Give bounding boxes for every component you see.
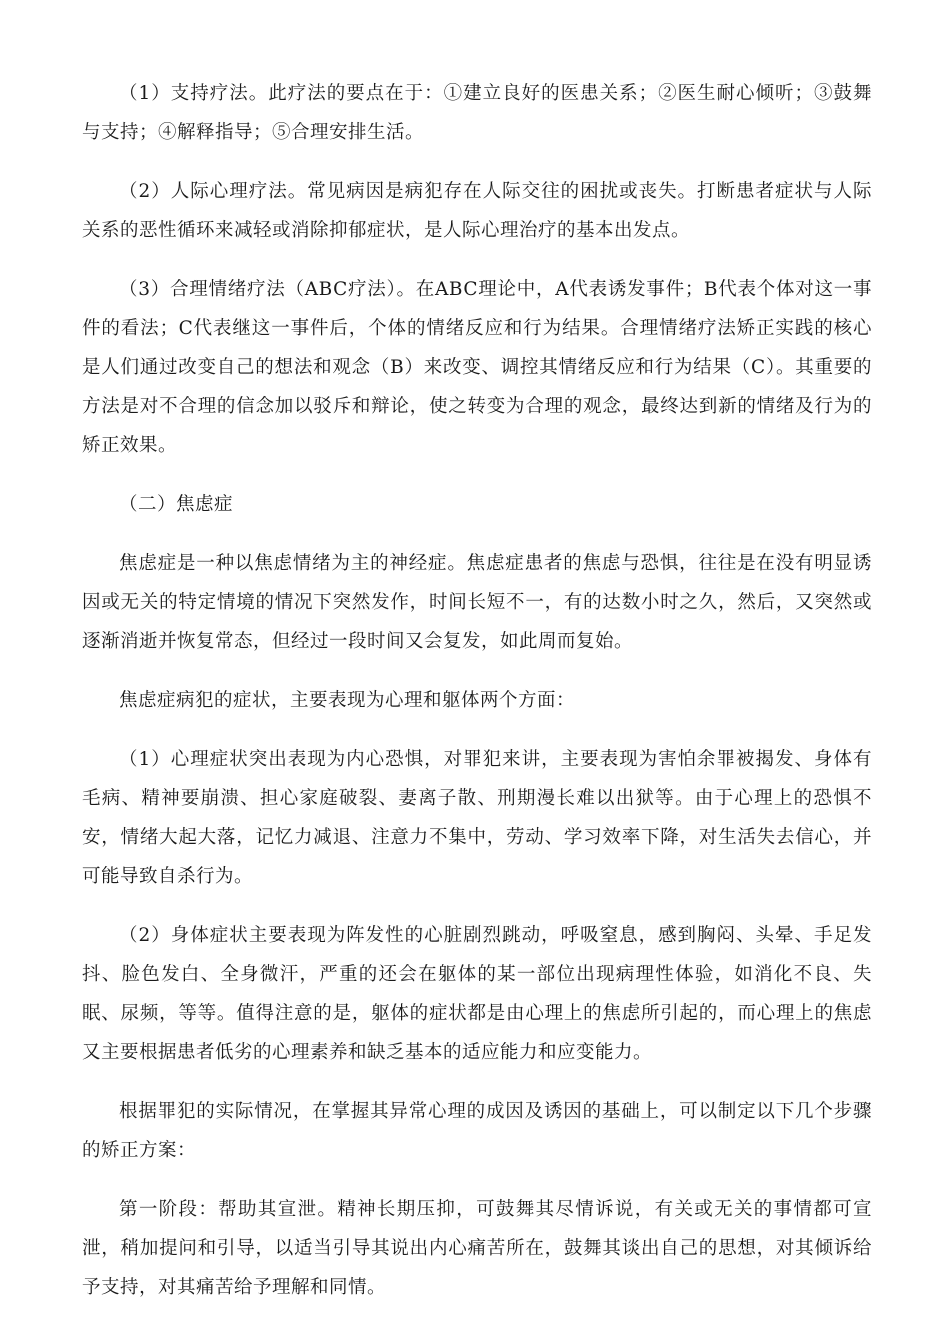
- paragraph-correction-plan-intro: 根据罪犯的实际情况，在掌握其异常心理的成因及诱因的基础上，可以制定以下几个步骤的矫正方案：: [82, 1101, 872, 1161]
- section-heading-anxiety: （二）焦虑症: [119, 494, 234, 515]
- paragraph-rational-emotive-therapy: （3）合理情绪疗法（ABC疗法）。在ABC理论中，A代表诱发事件；B代表个体对这一事件的看法；C代表继这一事件后，个体的情绪反应和行为结果。合理情绪疗法矫正实践的核心是人们通过改变自己的想法和观念（B）来改变、调控其情绪反应和行为结果（C）。其重要的方法是对不合理的信念加以驳斥和辩论，使之转变为合理的观念，最终达到新的情绪及行为的矫正效果。: [82, 279, 872, 456]
- paragraph-supportive-therapy: （1）支持疗法。此疗法的要点在于：①建立良好的医患关系；②医生耐心倾听；③鼓舞与支持；④解释指导；⑤合理安排生活。: [82, 83, 872, 143]
- paragraph-anxiety-definition: 焦虑症是一种以焦虑情绪为主的神经症。焦虑症患者的焦虑与恐惧，往往是在没有明显诱因或无关的特定情境的情况下突然发作，时间长短不一，有的达数小时之久，然后，又突然或逐渐消逝并恢复常态，但经过一段时间又会复发，如此周而复始。: [82, 553, 872, 652]
- paragraph-physical-symptoms: （2）身体症状主要表现为阵发性的心脏剧烈跳动，呼吸窒息，感到胸闷、头晕、手足发抖、脸色发白、全身微汗，严重的还会在躯体的某一部位出现病理性体验，如消化不良、失眠、尿频，等等。值得注意的是，躯体的症状都是由心理上的焦虑所引起的，而心理上的焦虑又主要根据患者低劣的心理素养和缺乏基本的适应能力和应变能力。: [82, 925, 872, 1063]
- document-page: [82, 74, 872, 1327]
- paragraph-anxiety-symptoms-intro: 焦虑症病犯的症状，主要表现为心理和躯体两个方面：: [119, 690, 576, 711]
- paragraph-interpersonal-therapy: （2）人际心理疗法。常见病因是病犯存在人际交往的困扰或丧失。打断患者症状与人际关系的恶性循环来减轻或消除抑郁症状，是人际心理治疗的基本出发点。: [82, 181, 872, 241]
- paragraph-psychological-symptoms: （1）心理症状突出表现为内心恐惧，对罪犯来讲，主要表现为害怕余罪被揭发、身体有毛病、精神要崩溃、担心家庭破裂、妻离子散、刑期漫长难以出狱等。由于心理上的恐惧不安，情绪大起大落，记忆力减退、注意力不集中，劳动、学习效率下降，对生活失去信心，并可能导致自杀行为。: [82, 749, 872, 887]
- paragraph-stage-one: 第一阶段：帮助其宣泄。精神长期压抑，可鼓舞其尽情诉说，有关或无关的事情都可宣泄，稍加提问和引导，以适当引导其说出内心痛苦所在，鼓舞其谈出自己的思想，对其倾诉给予支持，对其痛苦给予理解和同情。: [82, 1199, 872, 1298]
